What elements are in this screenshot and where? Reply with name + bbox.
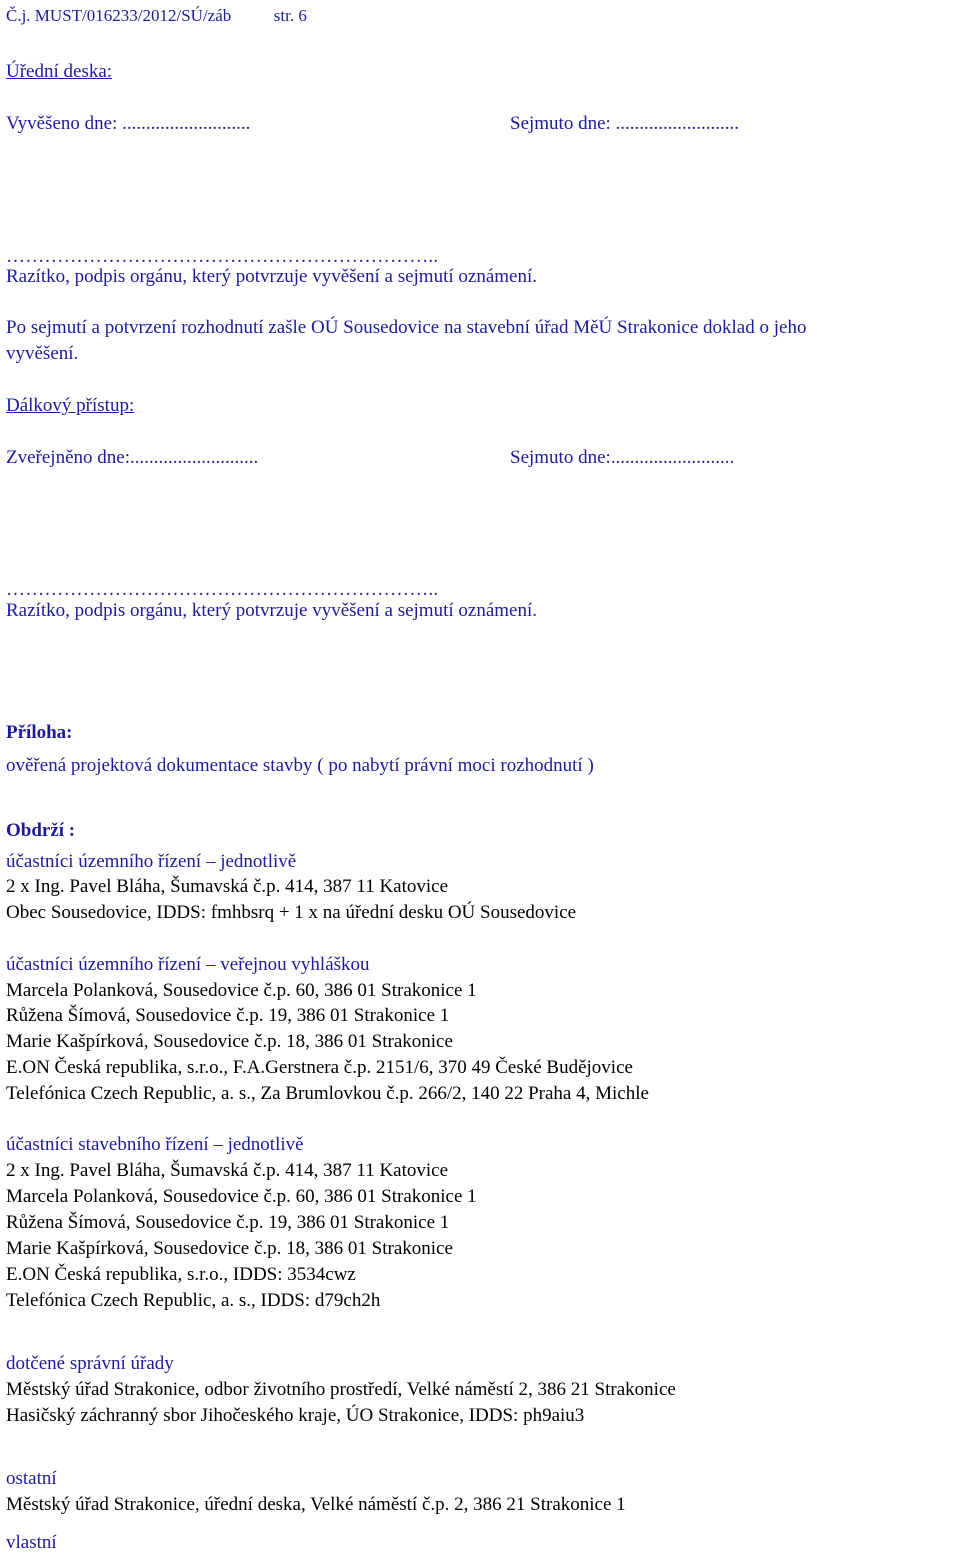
recipient-line: Marie Kašpírková, Sousedovice č.p. 18, 386 01 Strakonice xyxy=(6,1238,453,1259)
group-title: účastníci územního řízení – veřejnou vyhláškou xyxy=(6,954,370,975)
signature-dots: ………………………………………………………….. xyxy=(6,246,439,267)
group-title: účastníci územního řízení – jednotlivě xyxy=(6,851,297,872)
recipient-line: Marcela Polanková, Sousedovice č.p. 60, 386 01 Strakonice 1 xyxy=(6,1186,477,1207)
recipient-line: Městský úřad Strakonice, odbor životního prostředí, Velké náměstí 2, 386 21 Strakonice xyxy=(6,1379,676,1400)
recipient-line: Městský úřad Strakonice, úřední deska, Velké náměstí č.p. 2, 386 21 Strakonice 1 xyxy=(6,1494,626,1515)
recipients-heading: Obdrží : xyxy=(6,820,76,841)
after-removal-line-1: Po sejmutí a potvrzení rozhodnutí zašle OÚ Sousedovice na stavební úřad MěÚ Strakonice doklad o jeho xyxy=(6,317,807,338)
posted-date-field: Vyvěšeno dne: ........................... xyxy=(6,113,251,134)
recipient-line: E.ON Česká republika, s.r.o., IDDS: 3534cwz xyxy=(6,1264,356,1285)
recipient-line: Hasičský záchranný sbor Jihočeského kraje, ÚO Strakonice, IDDS: ph9aiu3 xyxy=(6,1405,585,1426)
remote-signature-dots: ………………………………………………………….. xyxy=(6,579,439,600)
recipient-line: Obec Sousedovice, IDDS: fmhbsrq + 1 x na úřední desku OÚ Sousedovice xyxy=(6,902,577,923)
group-title: dotčené správní úřady xyxy=(6,1353,174,1374)
remote-removed-date-field: Sejmuto dne:.......................... xyxy=(510,447,735,468)
notice-board-heading: Úřední deska: xyxy=(6,61,113,82)
recipient-line: 2 x Ing. Pavel Bláha, Šumavská č.p. 414, 387 11 Katovice xyxy=(6,876,449,897)
recipient-line: Marie Kašpírková, Sousedovice č.p. 18, 386 01 Strakonice xyxy=(6,1031,453,1052)
attachment-heading: Příloha: xyxy=(6,722,73,743)
remote-stamp-caption: Razítko, podpis orgánu, který potvrzuje vyvěšení a sejmutí oznámení. xyxy=(6,600,537,621)
published-date-field: Zveřejněno dne:........................... xyxy=(6,447,259,468)
after-removal-line-2: vyvěšení. xyxy=(6,343,79,364)
recipient-line: E.ON Česká republika, s.r.o., F.A.Gerstnera č.p. 2151/6, 370 49 České Budějovice xyxy=(6,1057,633,1078)
remote-access-heading: Dálkový přístup: xyxy=(6,395,135,416)
stamp-caption: Razítko, podpis orgánu, který potvrzuje vyvěšení a sejmutí oznámení. xyxy=(6,266,537,287)
recipient-line: Marcela Polanková, Sousedovice č.p. 60, 386 01 Strakonice 1 xyxy=(6,980,477,1001)
document-reference: Č.j. MUST/016233/2012/SÚ/záb str. 6 xyxy=(6,6,307,25)
removed-date-field: Sejmuto dne: .......................... xyxy=(510,113,740,134)
recipient-line: 2 x Ing. Pavel Bláha, Šumavská č.p. 414, 387 11 Katovice xyxy=(6,1160,449,1181)
group-title: účastníci stavebního řízení – jednotlivě xyxy=(6,1134,304,1155)
recipient-line: Telefónica Czech Republic, a. s., Za Brumlovkou č.p. 266/2, 140 22 Praha 4, Michle xyxy=(6,1083,649,1104)
recipient-line: Růžena Šímová, Sousedovice č.p. 19, 386 01 Strakonice 1 xyxy=(6,1212,450,1233)
recipient-line: Růžena Šímová, Sousedovice č.p. 19, 386 01 Strakonice 1 xyxy=(6,1005,450,1026)
page-number: str. 6 xyxy=(273,6,307,25)
recipient-line: Telefónica Czech Republic, a. s., IDDS: d79ch2h xyxy=(6,1290,381,1311)
group-title: vlastní xyxy=(6,1532,57,1553)
group-title: ostatní xyxy=(6,1468,57,1489)
attachment-text: ověřená projektová dokumentace stavby ( po nabytí právní moci rozhodnutí ) xyxy=(6,755,594,776)
